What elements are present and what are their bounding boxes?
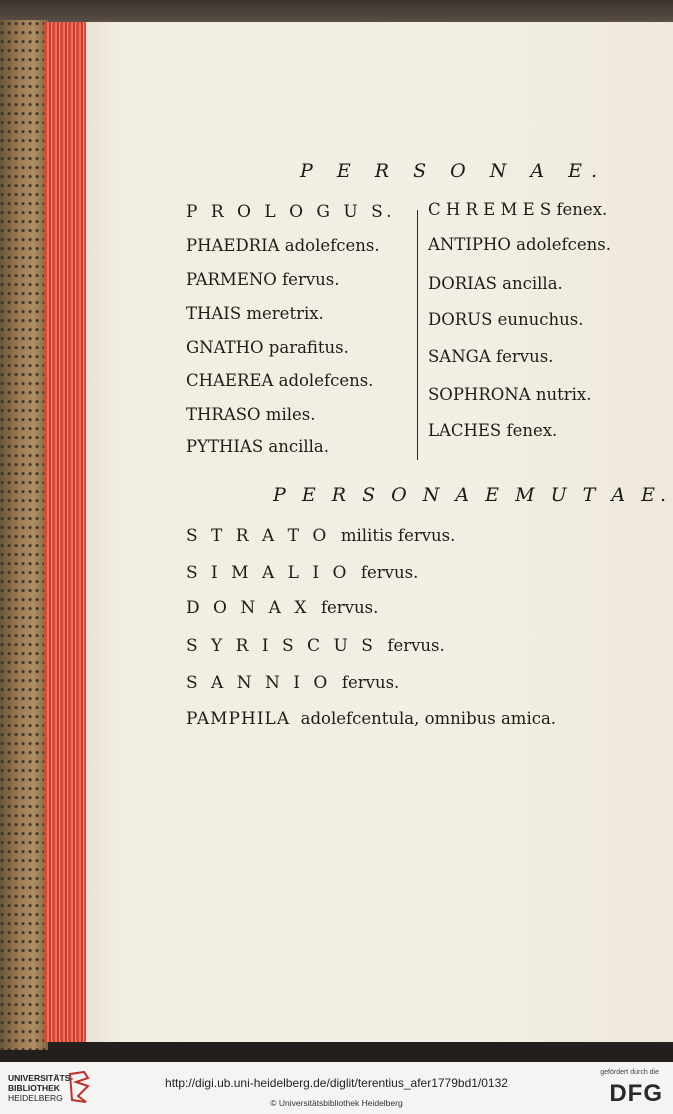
permalink-url[interactable]: http://digi.ub.uni-heidelberg.de/diglit/terentius_afer1779bd1/0132 (165, 1076, 508, 1090)
book-cover-left (0, 20, 48, 1050)
character-text: C H R E M E S fenex. (428, 200, 608, 219)
character-role: militis fervus. (340, 526, 456, 545)
character-name: S I M A L I O (186, 563, 351, 583)
book-cover-top (0, 0, 673, 22)
character-role: fervus. (341, 673, 400, 692)
dfg-logo: DFG (609, 1080, 663, 1107)
section-subtitle: P E R S O N A E M U T A E. (273, 484, 672, 506)
character-role: adolefcentula, omnibus amica. (300, 709, 557, 728)
mute-character-line (186, 673, 399, 693)
logo-line: UNIVERSITÄTS- (8, 1073, 74, 1083)
character-role: fervus. (320, 598, 379, 617)
page-edges (44, 22, 88, 1042)
character-role: fervus. (387, 636, 445, 655)
mute-character-line (186, 526, 455, 546)
column-divider (417, 210, 418, 460)
funding-note: gefördert durch die (600, 1069, 659, 1076)
character-name: S A N N I O (186, 673, 332, 693)
page-title: P E R S O N A E. (300, 160, 607, 182)
character-name: S T R A T O (186, 526, 331, 546)
character-role: fervus. (360, 563, 419, 582)
mute-character-line (186, 598, 378, 618)
logo-line: HEIDELBERG (8, 1093, 63, 1103)
character-name: PAMPHILA (186, 709, 291, 729)
logo-line: BIBLIOTHEK (8, 1083, 60, 1093)
character-name: D O N A X (186, 598, 311, 618)
footer-bar (0, 1062, 673, 1114)
copyright-notice: © Universitätsbibliothek Heidelberg (270, 1098, 403, 1108)
mute-character-line (186, 563, 418, 583)
character-name: S Y R I S C U S (186, 636, 377, 656)
mute-character-line (186, 709, 556, 729)
mute-character-line (186, 636, 445, 656)
